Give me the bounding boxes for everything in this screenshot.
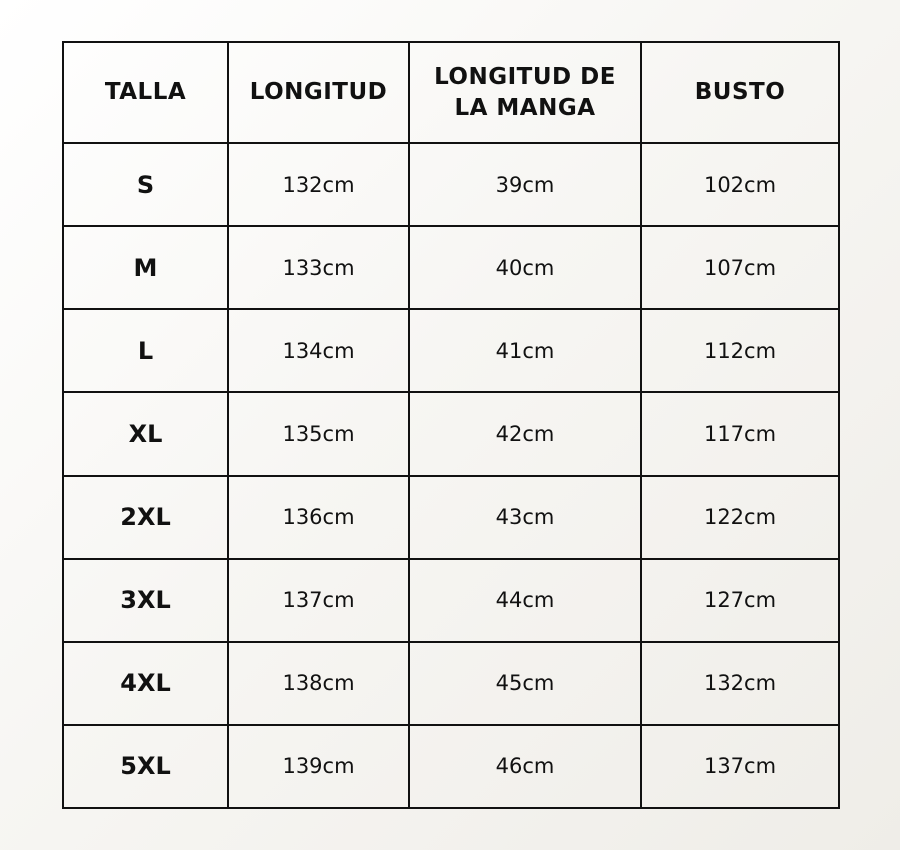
- table-row: [63, 226, 839, 309]
- cell-talla: 3XL: [63, 559, 228, 642]
- table-row: [63, 559, 839, 642]
- cell-busto: 122cm: [641, 476, 839, 559]
- cell-talla: 4XL: [63, 642, 228, 725]
- cell-longitud: 136cm: [228, 476, 409, 559]
- cell-manga: 39cm: [409, 143, 641, 226]
- header-longitud-manga-line2: LA MANGA: [454, 94, 596, 121]
- header-longitud-manga-line1: LONGITUD DE: [434, 63, 616, 90]
- table-row: [63, 725, 839, 808]
- cell-talla: XL: [63, 392, 228, 475]
- table-row: [63, 309, 839, 392]
- cell-manga: 45cm: [409, 642, 641, 725]
- cell-longitud: 138cm: [228, 642, 409, 725]
- table-row: [63, 392, 839, 475]
- cell-longitud: 132cm: [228, 143, 409, 226]
- cell-talla: L: [63, 309, 228, 392]
- cell-manga: 44cm: [409, 559, 641, 642]
- cell-longitud: 135cm: [228, 392, 409, 475]
- cell-manga: 43cm: [409, 476, 641, 559]
- table-row: [63, 642, 839, 725]
- cell-talla: 2XL: [63, 476, 228, 559]
- table-header: [63, 42, 839, 143]
- table-row: [63, 143, 839, 226]
- header-talla: TALLA: [63, 42, 228, 143]
- cell-busto: 112cm: [641, 309, 839, 392]
- cell-busto: 137cm: [641, 725, 839, 808]
- cell-manga: 41cm: [409, 309, 641, 392]
- cell-longitud: 137cm: [228, 559, 409, 642]
- cell-manga: 40cm: [409, 226, 641, 309]
- size-chart-table: [62, 41, 840, 809]
- cell-longitud: 133cm: [228, 226, 409, 309]
- cell-busto: 127cm: [641, 559, 839, 642]
- cell-busto: 102cm: [641, 143, 839, 226]
- cell-manga: 46cm: [409, 725, 641, 808]
- header-busto: BUSTO: [641, 42, 839, 143]
- cell-longitud: 134cm: [228, 309, 409, 392]
- cell-busto: 107cm: [641, 226, 839, 309]
- header-row: [63, 42, 839, 143]
- cell-busto: 117cm: [641, 392, 839, 475]
- header-longitud-manga: [409, 42, 641, 143]
- cell-busto: 132cm: [641, 642, 839, 725]
- cell-manga: 42cm: [409, 392, 641, 475]
- cell-longitud: 139cm: [228, 725, 409, 808]
- header-longitud: LONGITUD: [228, 42, 409, 143]
- table-row: [63, 476, 839, 559]
- cell-talla: M: [63, 226, 228, 309]
- cell-talla: 5XL: [63, 725, 228, 808]
- cell-talla: S: [63, 143, 228, 226]
- table-body: [63, 143, 839, 808]
